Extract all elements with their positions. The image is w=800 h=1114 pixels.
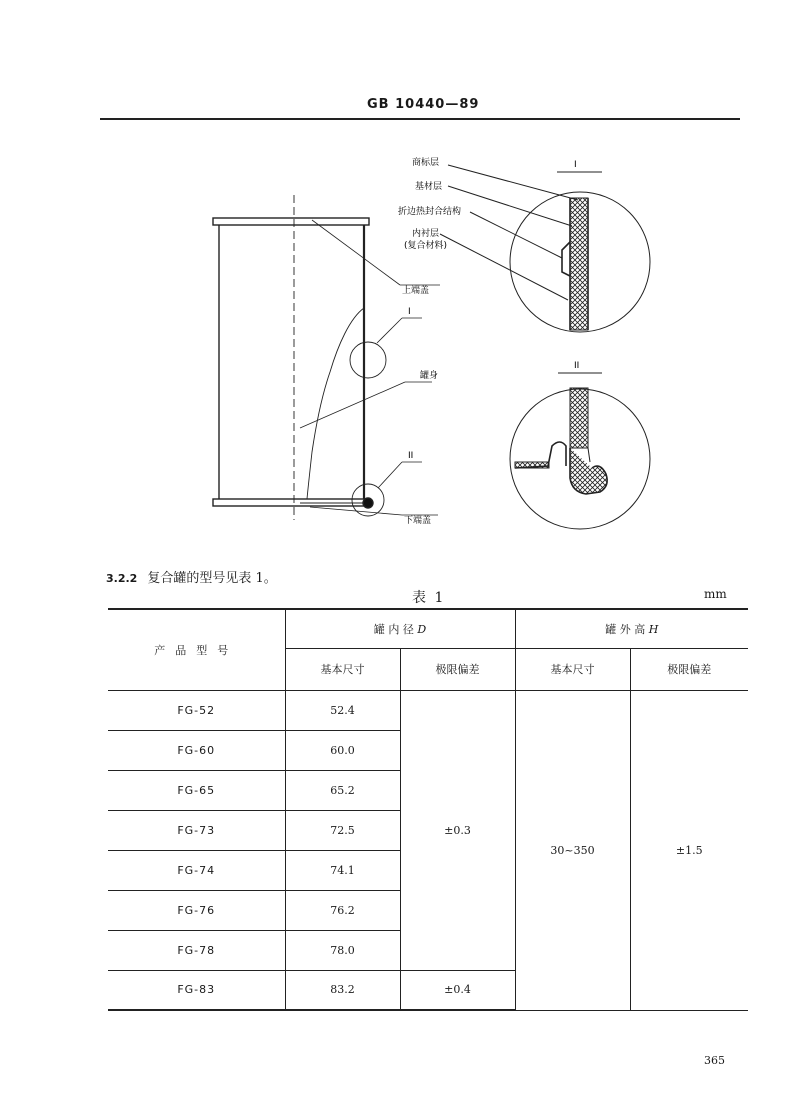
cell-tol-d: ±0.4 xyxy=(400,970,515,1010)
sub-tol-d: 极限偏差 xyxy=(400,648,515,690)
detail-1-title: I xyxy=(574,160,577,170)
cell-d: 65.2 xyxy=(285,770,400,810)
standard-number: GB 10440—89 xyxy=(367,97,480,112)
cell-d: 76.2 xyxy=(285,890,400,930)
col-d-header: 罐 内 径 D xyxy=(285,609,515,648)
cell-model: FG-65 xyxy=(108,770,285,810)
cell-model: FG-83 xyxy=(108,970,285,1010)
table-unit: mm xyxy=(704,587,727,601)
label-base-layer: 基材层 xyxy=(415,182,443,192)
model-table xyxy=(108,608,748,1011)
section-text: 复合罐的型号见表 1。 xyxy=(147,571,277,586)
sub-basic-h: 基本尺寸 xyxy=(515,648,630,690)
cell-d: 60.0 xyxy=(285,730,400,770)
label-lining-note: (复合材料) xyxy=(404,241,448,251)
can-body-drawing xyxy=(213,195,386,520)
cell-model: FG-52 xyxy=(108,690,285,730)
cell-model: FG-78 xyxy=(108,930,285,970)
sub-basic-d: 基本尺寸 xyxy=(285,648,400,690)
cell-d: 78.0 xyxy=(285,930,400,970)
detail-2-title: II xyxy=(574,361,580,371)
label-can-body: 罐身 xyxy=(420,371,439,381)
label-bottom-cover: 下端盖 xyxy=(404,516,432,526)
page-number: 365 xyxy=(704,1054,725,1067)
cell-model: FG-74 xyxy=(108,850,285,890)
cell-d: 52.4 xyxy=(285,690,400,730)
cell-h-basic: 30~350 xyxy=(515,690,630,1010)
label-fold-seal: 折边热封合结构 xyxy=(398,207,462,217)
label-detail-2: II xyxy=(408,451,414,461)
label-trademark-layer: 商标层 xyxy=(412,158,440,168)
cell-model: FG-73 xyxy=(108,810,285,850)
cell-model: FG-60 xyxy=(108,730,285,770)
section-number: 3.2.2 xyxy=(106,572,138,585)
col-model-header: 产品型号 xyxy=(108,609,285,690)
cell-d: 72.5 xyxy=(285,810,400,850)
col-h-header: 罐 外 高 H xyxy=(515,609,748,648)
cell-tol-d: ±0.3 xyxy=(400,690,515,970)
label-lining-layer: 内衬层 xyxy=(412,229,440,239)
label-top-cover: 上端盖 xyxy=(402,286,430,296)
section-heading xyxy=(106,567,277,586)
table-caption: 表 1 xyxy=(412,590,446,606)
sub-tol-h: 极限偏差 xyxy=(630,648,748,690)
table-row xyxy=(108,690,748,730)
label-detail-1: I xyxy=(408,307,411,317)
cell-h-tol: ±1.5 xyxy=(630,690,748,1010)
cell-d: 83.2 xyxy=(285,970,400,1010)
cell-model: FG-76 xyxy=(108,890,285,930)
cell-d: 74.1 xyxy=(285,850,400,890)
